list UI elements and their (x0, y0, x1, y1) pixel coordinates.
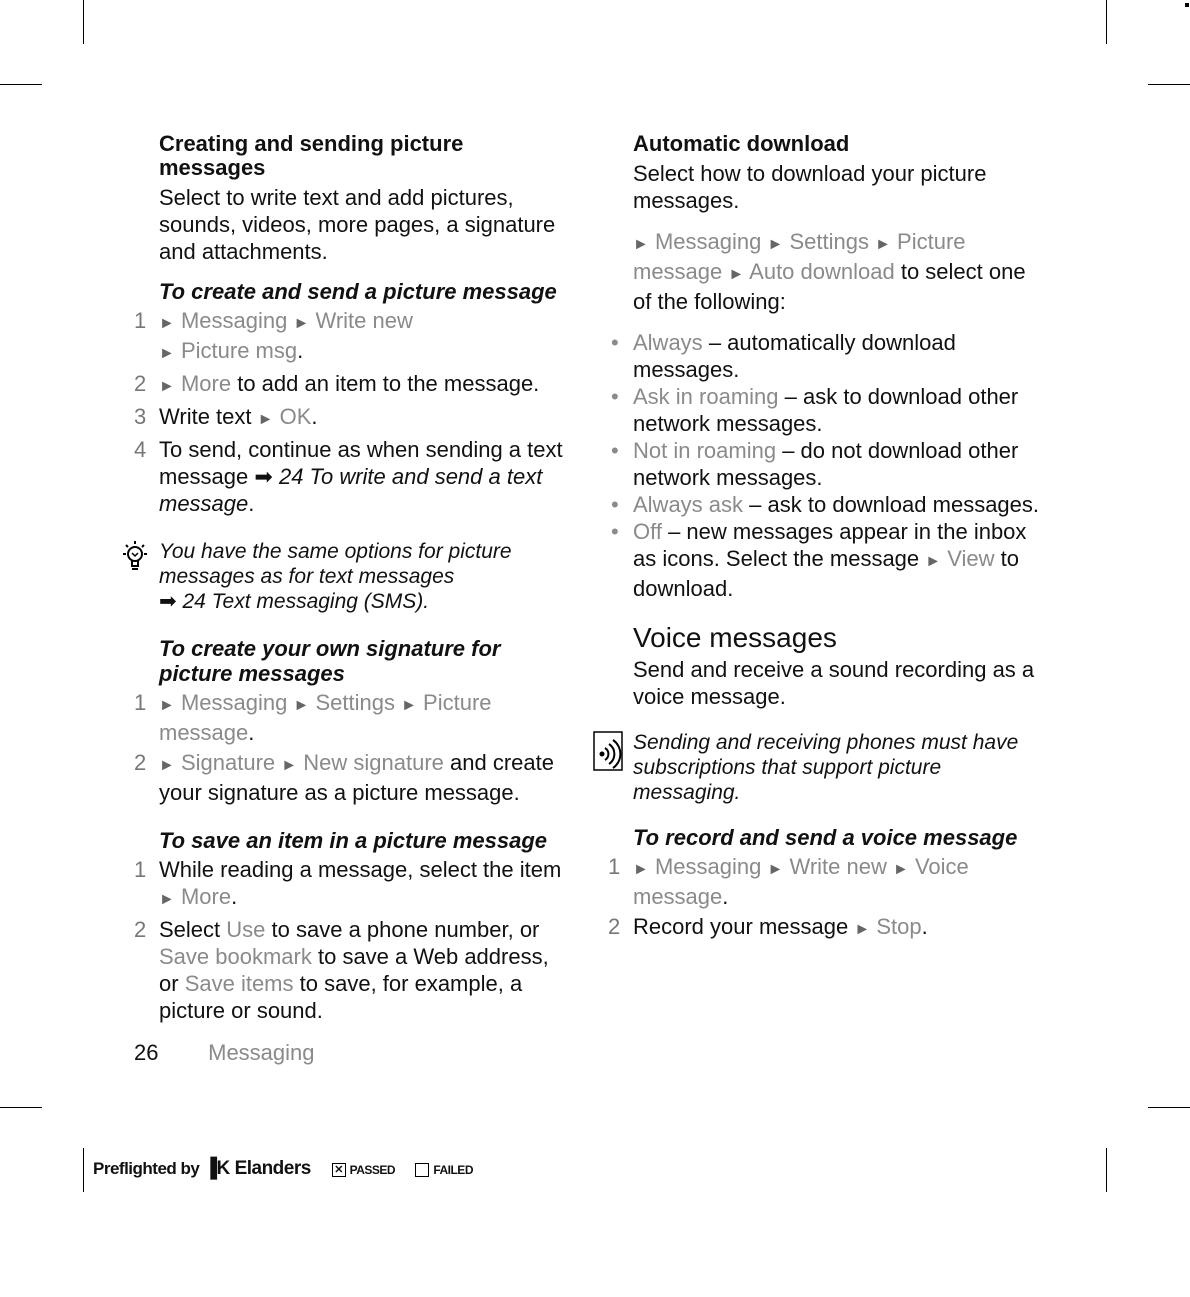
menu-link[interactable]: Settings (315, 690, 395, 715)
menu-arrow-icon: ► (293, 315, 310, 332)
step-item (134, 370, 574, 400)
menu-link[interactable]: Auto download (749, 259, 895, 284)
step-item: 3 Write text ► OK. (134, 404, 318, 429)
section-title: Automatic download (633, 131, 850, 156)
section-heading: Voice messages (633, 622, 837, 653)
step-text: While reading a message, select the item (159, 857, 562, 882)
procedure-title: To save an item in a picture message (159, 828, 548, 853)
lightbulb-icon (120, 539, 150, 573)
menu-link[interactable]: Use (226, 917, 266, 942)
menu-link[interactable]: Picture message (159, 690, 492, 745)
cross-reference[interactable]: 24 Text messaging (SMS) (182, 590, 424, 613)
step-text: Select (159, 917, 221, 942)
option-label[interactable]: Ask in roaming (633, 384, 779, 409)
step-item (134, 749, 574, 806)
crop-mark (1148, 84, 1190, 85)
step-item: 4 To send, continue as when sending a text message ➡ 24 To write and send a text message. (134, 437, 563, 516)
menu-arrow-icon: ► (159, 757, 175, 774)
option-desc: – new messages appear in the inbox as icons. Select the message (633, 519, 1027, 571)
list-item (608, 518, 1048, 602)
reference-arrow-icon: ➡ (254, 464, 273, 489)
menu-arrow-icon: ► (767, 861, 784, 878)
step-item: 1 While reading a message, select the item ► More. (134, 857, 562, 909)
operator-note (608, 730, 1048, 805)
chapter-name: Messaging (208, 1040, 315, 1065)
menu-link[interactable]: Messaging (180, 690, 288, 715)
menu-arrow-icon: ► (159, 378, 175, 395)
crop-mark (83, 0, 84, 44)
passed-label: PASSED (349, 1163, 396, 1177)
step-text: Record your message (633, 914, 849, 939)
menu-arrow-icon: ► (633, 236, 649, 253)
right-column (608, 132, 1048, 946)
failed-checkbox-icon (415, 1163, 429, 1177)
menu-link[interactable]: Messaging (654, 229, 762, 254)
menu-arrow-icon: ► (257, 411, 274, 428)
procedure-title: To create and send a picture message (159, 279, 557, 304)
cross-reference[interactable]: 24 To write and send a text message (159, 464, 543, 516)
menu-link[interactable]: Write new (315, 308, 413, 333)
menu-arrow-icon: ► (159, 345, 175, 362)
menu-arrow-icon: ► (875, 236, 891, 253)
menu-link[interactable]: New signature (303, 750, 444, 775)
crop-mark (1106, 0, 1107, 44)
step-item: 2 Record your message ► Stop. (608, 914, 928, 939)
step-item: 1 ► Messaging ► Write new ► Voice message. (608, 854, 969, 909)
failed-label: FAILED (433, 1163, 473, 1177)
crop-mark (0, 84, 42, 85)
list-item (608, 329, 1048, 383)
menu-arrow-icon: ► (767, 236, 784, 253)
bullet-icon: • (611, 438, 619, 463)
bullet-icon: • (611, 384, 619, 409)
bullet-icon: • (611, 519, 619, 544)
step-number: 2 (134, 371, 147, 396)
tip-note: You have the same options for picture messages as for text messages ➡ 24 Text messaging (SMS). (134, 539, 574, 614)
option-label[interactable]: Always ask (633, 492, 744, 517)
step-text: and create your signature as a picture message. (159, 750, 554, 805)
menu-link[interactable]: Write new (789, 854, 887, 879)
bullet-icon: • (611, 330, 619, 355)
elanders-mark-icon: ▐K (203, 1158, 230, 1179)
note-text: Sending and receiving phones must have subscriptions that support picture messaging. (633, 731, 1019, 804)
menu-link[interactable]: Stop (876, 914, 922, 939)
left-column (134, 132, 574, 1027)
menu-link[interactable]: More (180, 884, 232, 909)
option-desc: – ask to download messages. (749, 492, 1040, 517)
menu-arrow-icon: ► (854, 921, 871, 938)
menu-arrow-icon: ► (728, 266, 745, 283)
menu-arrow-icon: ► (159, 315, 175, 332)
option-desc: – ask to download other network messages. (633, 384, 1019, 436)
page-number: 26 (134, 1040, 159, 1065)
option-desc: to download. (633, 546, 1020, 601)
procedure-steps (134, 689, 574, 806)
elanders-logo (204, 1158, 316, 1179)
crop-mark (1106, 1148, 1107, 1192)
crop-mark (83, 1148, 84, 1192)
section-body: Send and receive a sound recording as a voice message. (633, 657, 1035, 709)
menu-arrow-icon: ► (633, 861, 649, 878)
passed-checkbox-icon: ✕ (332, 1163, 346, 1177)
step-number: 2 (608, 914, 621, 939)
procedure-steps (134, 856, 574, 1024)
step-number: 1 (134, 857, 147, 882)
step-number: 2 (134, 750, 147, 775)
menu-link[interactable]: Save items (184, 971, 294, 996)
section-body: Select how to download your picture messages. (633, 161, 987, 213)
option-desc: – do not download other network messages. (633, 438, 1019, 490)
step-number: 3 (134, 404, 147, 429)
option-label[interactable]: Not in roaming (633, 438, 777, 463)
step-number: 4 (134, 437, 147, 462)
option-label[interactable]: Off (633, 519, 662, 544)
menu-link[interactable]: View (947, 546, 995, 571)
option-list (608, 329, 1048, 602)
menu-link[interactable]: Signature (180, 750, 276, 775)
preflight-label: Preflighted by (93, 1159, 200, 1178)
step-text: to add an item to the message. (237, 371, 540, 396)
section-body: Select to write text and add pictures, sounds, videos, more pages, a signature and attachments. (159, 185, 556, 264)
menu-path (633, 228, 1048, 315)
menu-link[interactable]: Picture msg (180, 338, 298, 363)
menu-link[interactable]: Voice message (633, 854, 969, 909)
elanders-brand: Elanders (234, 1158, 311, 1179)
preflight-stamp (93, 1158, 473, 1180)
network-service-icon (592, 730, 624, 772)
step-number: 1 (134, 308, 147, 333)
step-text: To send, continue as when sending a text message (159, 437, 563, 489)
step-item: 1 ► Messaging ► Write new ► Picture msg. (134, 308, 413, 363)
procedure-steps (134, 307, 574, 517)
menu-link[interactable]: Settings (789, 229, 869, 254)
bullet-icon: • (611, 492, 619, 517)
list-item (608, 383, 1048, 437)
procedure-title: To record and send a voice message (633, 825, 1018, 850)
menu-arrow-icon: ► (281, 757, 298, 774)
crop-mark (0, 1107, 42, 1108)
procedure-steps (608, 853, 1048, 943)
menu-arrow-icon: ► (925, 553, 942, 570)
step-text: to save a Web address, or (159, 944, 549, 996)
menu-arrow-icon: ► (892, 861, 909, 878)
step-number: 2 (134, 917, 147, 942)
option-label[interactable]: Always (633, 330, 703, 355)
menu-arrow-icon: ► (293, 697, 310, 714)
list-item (608, 491, 1048, 518)
menu-arrow-icon: ► (401, 697, 417, 714)
corner-dot (1185, 3, 1189, 7)
section-title: Creating and sending picture messages (159, 131, 464, 180)
list-item (608, 437, 1048, 491)
reference-arrow-icon: ➡ (159, 590, 177, 613)
step-text: to save a phone number, or (271, 917, 540, 942)
menu-link[interactable]: Messaging (180, 308, 288, 333)
option-desc: – automatically download messages. (633, 330, 956, 382)
step-item: 1 ► Messaging ► Settings ► Picture message. (134, 690, 492, 745)
menu-arrow-icon: ► (159, 697, 175, 714)
step-text: Write text (159, 404, 252, 429)
menu-link[interactable]: Picture message (633, 229, 966, 284)
page-footer (134, 1040, 315, 1066)
menu-link[interactable]: More (180, 371, 232, 396)
procedure-title: To create your own signature for picture messages (159, 636, 501, 686)
menu-link[interactable]: Save bookmark (159, 944, 312, 969)
menu-link[interactable]: OK (279, 404, 312, 429)
step-number: 1 (608, 854, 621, 879)
crop-mark (1148, 1107, 1190, 1108)
menu-link[interactable]: Messaging (654, 854, 762, 879)
menu-arrow-icon: ► (159, 891, 175, 908)
tip-text: You have the same options for picture messages as for text messages (159, 540, 512, 588)
step-item (134, 916, 574, 1024)
path-text: to select one of the following: (633, 259, 1026, 314)
step-text: to save, for example, a picture or sound. (159, 971, 523, 1023)
step-number: 1 (134, 690, 147, 715)
